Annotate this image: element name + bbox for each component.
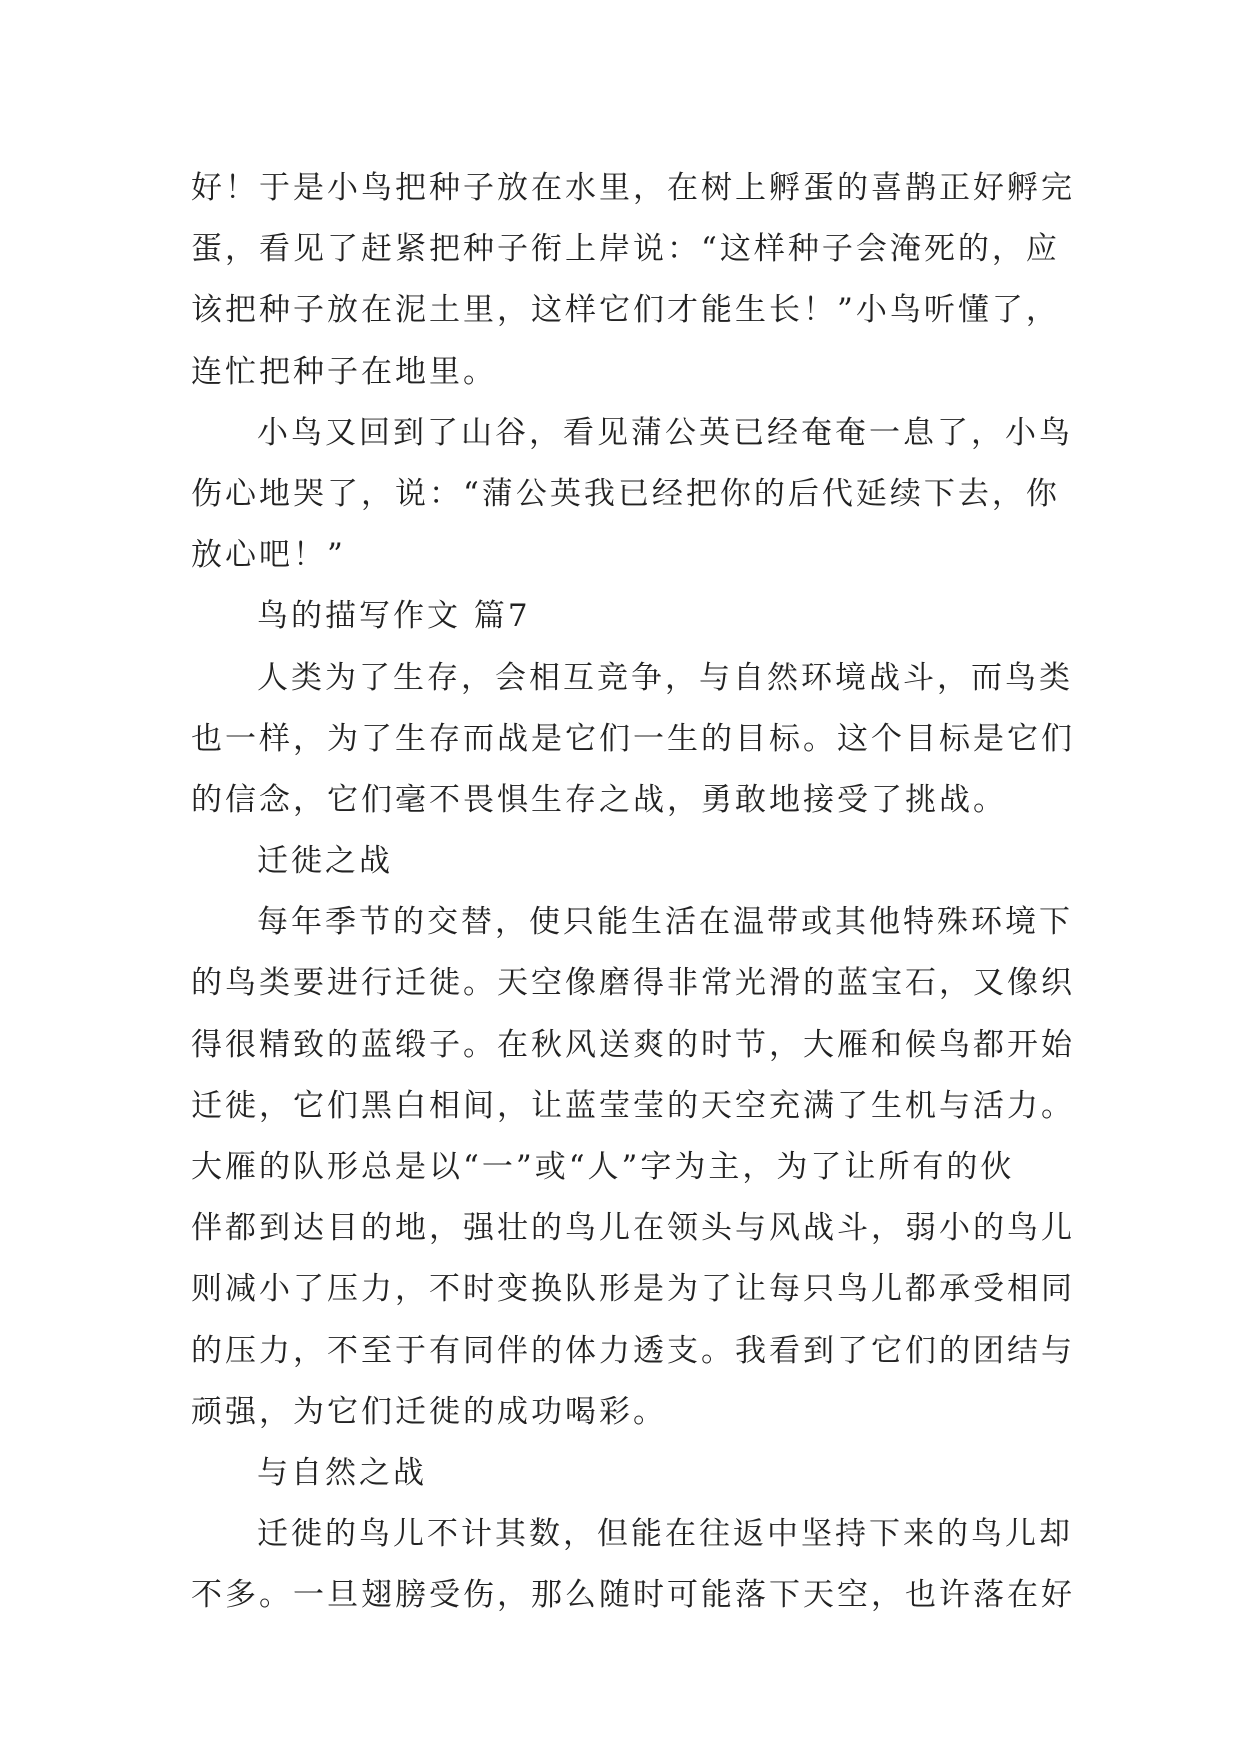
text-line: 则减小了压力，不时变换队形是为了让每只鸟儿都承受相同 <box>191 1271 1075 1308</box>
text-line: 顽强，为它们迁徙的成功喝彩。 <box>191 1393 667 1430</box>
text-line: 迁徙的鸟儿不计其数，但能在往返中坚持下来的鸟儿却 <box>257 1516 1073 1553</box>
text-line: 蛋，看见了赶紧把种子衔上岸说：“这样种子会淹死的，应 <box>191 231 1060 268</box>
text-line: 也一样，为了生存而战是它们一生的目标。这个目标是它们 <box>191 720 1075 757</box>
text-line: 的鸟类要进行迁徙。天空像磨得非常光滑的蓝宝石，又像织 <box>191 965 1075 1002</box>
text-line: 与自然之战 <box>257 1454 427 1491</box>
text-line: 大雁的队形总是以“一”或“人”字为主，为了让所有的伙 <box>191 1149 1015 1185</box>
text-line: 伤心地哭了，说：“蒲公英我已经把你的后代延续下去，你 <box>191 475 1060 512</box>
text-line: 小鸟又回到了山谷，看见蒲公英已经奄奄一息了，小鸟 <box>257 414 1073 451</box>
text-line: 伴都到达目的地，强壮的鸟儿在领头与风战斗，弱小的鸟儿 <box>191 1210 1075 1247</box>
text-line: 人类为了生存，会相互竞争，与自然环境战斗，而鸟类 <box>257 659 1073 696</box>
text-line: 好！于是小鸟把种子放在水里，在树上孵蛋的喜鹊正好孵完 <box>191 170 1075 206</box>
text-line: 放心吧！” <box>191 537 346 574</box>
text-line: 不多。一旦翅膀受伤，那么随时可能落下天空，也许落在好 <box>191 1577 1075 1614</box>
text-line: 连忙把种子在地里。 <box>191 353 497 390</box>
text-line: 该把种子放在泥土里，这样它们才能生长！”小鸟听懂了， <box>191 292 1060 329</box>
text-line: 迁徙之战 <box>257 843 393 880</box>
text-line: 迁徙，它们黑白相间，让蓝莹莹的天空充满了生机与活力。 <box>191 1087 1075 1124</box>
text-line: 鸟的描写作文 篇7 <box>257 598 531 635</box>
text-line: 得很精致的蓝缎子。在秋风送爽的时节，大雁和候鸟都开始 <box>191 1026 1075 1063</box>
document-text <box>191 158 1075 1627</box>
text-line: 每年季节的交替，使只能生活在温带或其他特殊环境下 <box>257 904 1073 941</box>
text-line: 的信念，它们毫不畏惧生存之战，勇敢地接受了挑战。 <box>191 781 1007 818</box>
text-line: 的压力，不至于有同伴的体力透支。我看到了它们的团结与 <box>191 1332 1075 1369</box>
